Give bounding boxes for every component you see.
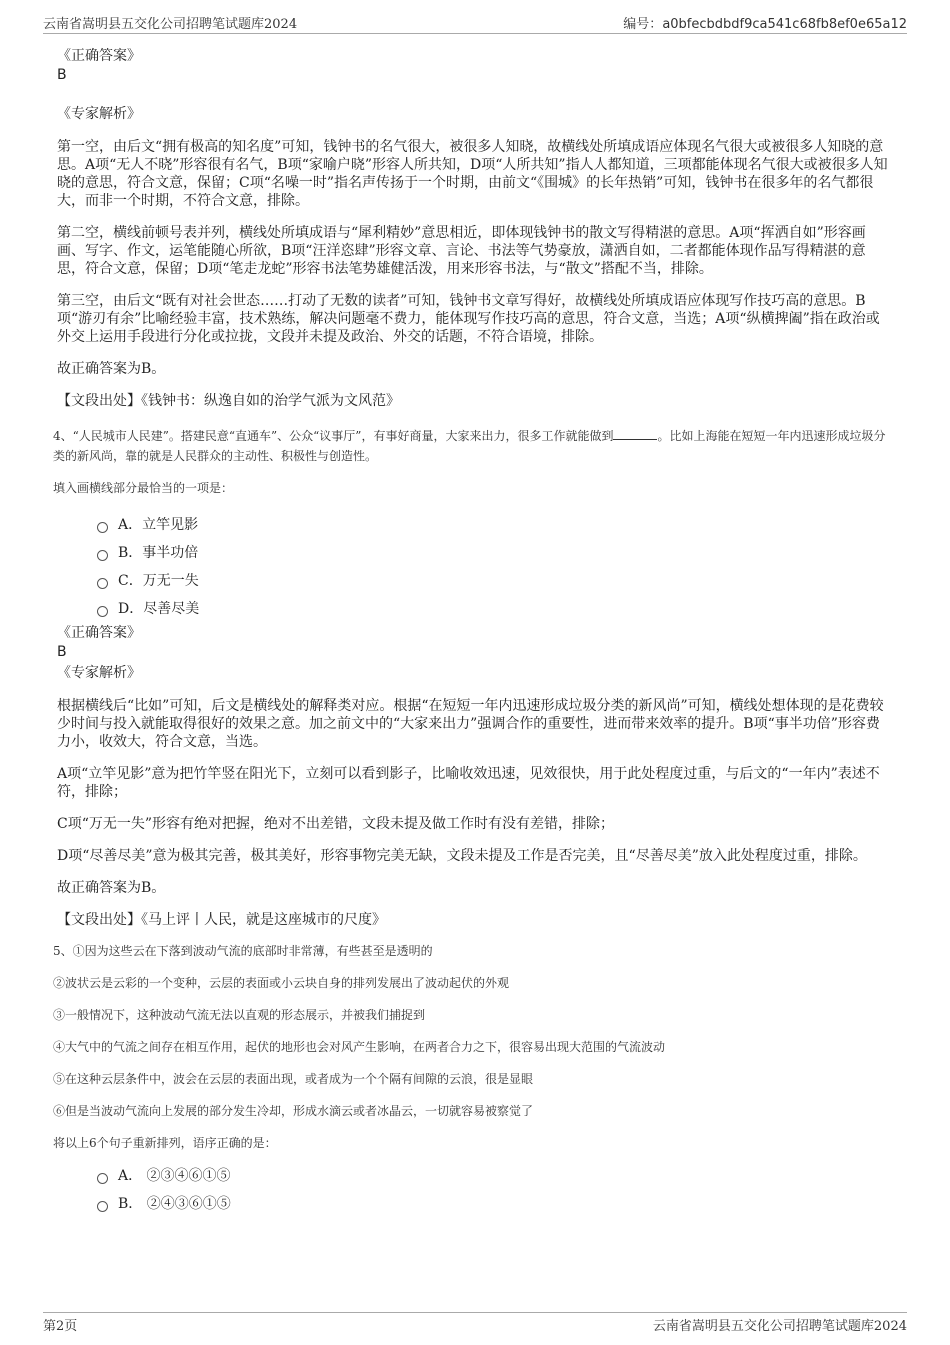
option-d[interactable] <box>97 600 891 618</box>
sentence-6: ⑥但是当波动气流向上发展的部分发生冷却，形成水滴云或者冰晶云，一切就容易被察觉了 <box>53 1104 534 1118</box>
page-header <box>43 13 907 34</box>
option-label: C．万无一失 <box>118 573 199 589</box>
analysis-paragraph: 第三空，由后文“既有对社会世态……打动了无数的读者”可知，钱钟书文章写得好，故横线处所填成语应体现写作技巧高的意思。B项“游刃有余”比喻经验丰富，技术熟练，解决问题毫不费力，能体现写作技巧高的意思，符合文意，当选；A项“纵横捭阖”指在政治或外交上运用手段进行分化或拉拢，文段并未提及政治、外交的话题，不符合语境，排除。 <box>57 293 880 345</box>
sentence-3: ③一般情况下，这种波动气流无法以直观的形态展示，并被我们捕捉到 <box>53 1008 426 1022</box>
question-prompt: 填入画横线部分最恰当的一项是： <box>53 481 234 495</box>
answer-value: B <box>57 644 67 660</box>
analysis-paragraph: 第二空，横线前顿号表并列，横线处所填成语与“犀利精妙”意思相近，即体现钱钟书的散文写得精湛的意思。A项“挥洒自如”形容画画、写字、作文，运笔能随心所欲，B项“汪洋恣肆”形容文章、言论、书法等气势豪放，潇洒自如，二者都能体现作品写得精湛的意思，符合文意，保留；D项“笔走龙蛇”形容书法笔势雄健活泼，用来形容书法，与“散文”搭配不当，排除。 <box>57 225 866 277</box>
options-list <box>57 1167 891 1213</box>
analysis-paragraph: A项“立竿见影”意为把竹竿竖在阳光下，立刻可以看到影子，比喻收效迅速，见效很快，用于此处程度过重，与后文的“一年内”表述不符，排除； <box>57 766 880 800</box>
page-number: 第2页 <box>43 1319 78 1334</box>
options-list <box>57 516 891 618</box>
answer-label: 《正确答案》 <box>57 625 141 641</box>
analysis-paragraph: D项“尽善尽美”意为极其完善，极其美好，形容事物完美无缺，文段未提及工作是否完美，且“尽善尽美”放入此处程度过重，排除。 <box>57 848 867 864</box>
option-a[interactable] <box>97 516 891 534</box>
radio-icon[interactable] <box>97 550 108 561</box>
header-title: 云南省嵩明县五交化公司招聘笔试题库2024 <box>43 17 298 32</box>
footer-title: 云南省嵩明县五交化公司招聘笔试题库2024 <box>652 1319 907 1334</box>
stem-text-before: 4、“人民城市人民建”。搭建民意“直通车”、公众“议事厅”，有事好商量，大家来出力，很多工作就能做到 <box>53 429 614 443</box>
sentence-2: ②波状云是云彩的一个变种，云层的表面或小云块自身的排列发展出了波动起伏的外观 <box>53 976 510 990</box>
analysis-paragraph: 根据横线后“比如”可知，后文是横线处的解释类对应。根据“在短短一年内迅速形成垃圾分类的新风尚”可知，横线处想体现的是花费较少时间与投入就能取得很好的效果之意。加之前文中的“大家来出力”强调合作的重要性，进而带来效率的提升。B项“事半功倍”形容费力小，收效大，符合文意，当选。 <box>57 698 884 750</box>
question-prompt: 将以上6个句子重新排列，语序正确的是： <box>53 1136 277 1150</box>
page-footer <box>43 1312 907 1334</box>
option-c[interactable] <box>97 572 891 590</box>
answer-value: B <box>57 67 67 83</box>
code-label: 编号： <box>623 17 663 32</box>
analysis-paragraph: C项“万无一失”形容有绝对把握，绝对不出差错，文段未提及做工作时有没有差错，排除； <box>57 816 615 832</box>
source-citation: 【文段出处】《马上评丨人民，就是这座城市的尺度》 <box>57 912 386 928</box>
analysis-paragraph: 第一空，由后文“拥有极高的知名度”可知，钱钟书的名气很大，被很多人知晓，故横线处所填成语应体现名气很大或被很多人知晓的意思。A项“无人不晓”形容很有名气，B项“家喻户晓”形容人所共知，D项“人所共知”指人人都知道，三项都能体现名气很大或被很多人知晓的意思，符合文意，保留；C项“名噪一时”指名声传扬于一个时期，由前文“《围城》的长年热销”可知，钱钟书在很多年的名气都很大，而非一个时期，不符合文意，排除。 <box>57 139 888 209</box>
code-value: a0bfecbdbdf9ca541c68fb8ef0e65a12 <box>662 17 907 32</box>
sentence-1: 5、①因为这些云在下落到波动气流的底部时非常薄，有些甚至是透明的 <box>53 944 433 958</box>
stem-text-after: 。比如上海能在短短一年内迅速形成垃圾分类的新风尚，靠的就是人民群众的主动性、积极性与创造性。 <box>53 429 886 463</box>
analysis-label: 《专家解析》 <box>57 106 141 122</box>
sentence-4: ④大气中的气流之间存在相互作用，起伏的地形也会对风产生影响，在两者合力之下，很容易出现大范围的气流波动 <box>53 1040 666 1054</box>
source-citation: 【文段出处】《钱钟书：纵逸自如的治学气派为文风范》 <box>57 393 400 409</box>
document-body <box>53 43 891 1213</box>
radio-icon[interactable] <box>97 606 108 617</box>
analysis-conclusion: 故正确答案为B。 <box>57 361 166 377</box>
radio-icon[interactable] <box>97 578 108 589</box>
radio-icon[interactable] <box>97 1201 108 1212</box>
option-label: A． ②③④⑥①⑤ <box>118 1168 231 1184</box>
option-label: B．事半功倍 <box>118 545 199 561</box>
option-b[interactable] <box>97 544 891 562</box>
document-code <box>623 13 907 32</box>
option-label: B． ②④③⑥①⑤ <box>118 1196 231 1212</box>
analysis-label: 《专家解析》 <box>57 665 141 681</box>
analysis-conclusion: 故正确答案为B。 <box>57 880 166 896</box>
option-b[interactable] <box>97 1195 891 1213</box>
fill-blank <box>613 428 657 440</box>
radio-icon[interactable] <box>97 522 108 533</box>
question-stem <box>53 426 891 466</box>
sentence-5: ⑤在这种云层条件中，波会在云层的表面出现，或者成为一个个隔有间隙的云浪，很是显眼 <box>53 1072 534 1086</box>
option-a[interactable] <box>97 1167 891 1185</box>
answer-label: 《正确答案》 <box>57 48 141 64</box>
option-label: A．立竿见影 <box>118 517 199 533</box>
radio-icon[interactable] <box>97 1173 108 1184</box>
option-label: D．尽善尽美 <box>118 601 200 617</box>
